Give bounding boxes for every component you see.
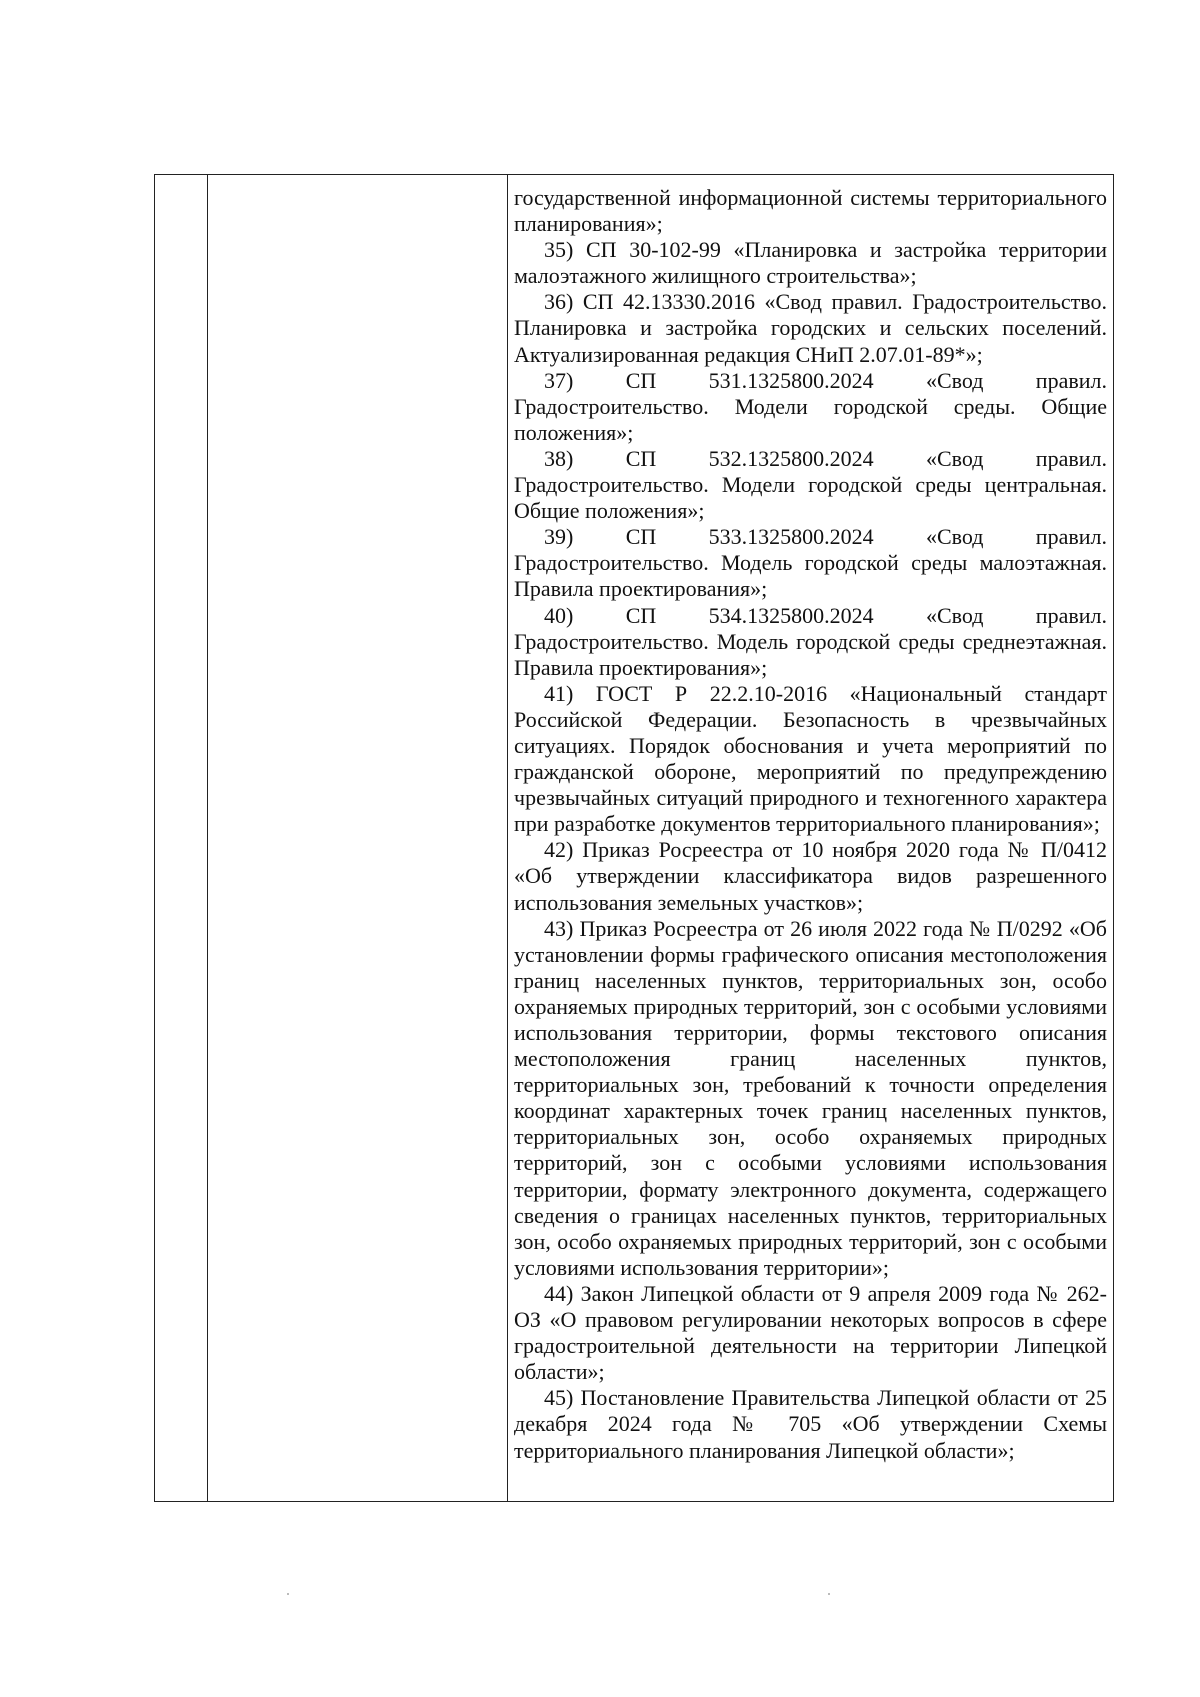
- document-item: 45) Постановление Правительства Липецкой области от 25 декабря 2024 года № 705 «Об утверждении Схемы территориального планирования Липецкой области»;: [514, 1385, 1107, 1463]
- document-item: 44) Закон Липецкой области от 9 апреля 2009 года № 262-ОЗ «О правовом регулировании некоторых вопросов в сфере градостроительной деятельности на территории Липецкой области»;: [514, 1280, 1107, 1385]
- name-column: [208, 175, 508, 1501]
- scan-dot: [287, 1593, 289, 1595]
- continuation-text: государственной информационной системы территориального планирования»;: [514, 185, 1107, 237]
- documents-column: [508, 175, 1113, 1501]
- document-item: 39) СП 533.1325800.2024 «Свод правил. Градостроительство. Модель городской среды малоэтажная. Правила проектирования»;: [514, 524, 1107, 602]
- document-item: 38) СП 532.1325800.2024 «Свод правил. Градостроительство. Модели городской среды центральная. Общие положения»;: [514, 445, 1107, 524]
- document-item: 43) Приказ Росреестра от 26 июля 2022 года № П/0292 «Об установлении формы графического описания местоположения границ населенных пунктов, территориальных зон, особо охраняемых природных территорий, зон с особыми условиями использования территории, формы текстового описания местоположения границ населенных пунктов, территориальных зон, требований к точности определения координат характерных точек границ населенных пунктов, территориальных зон, особо охраняемых природных территорий, зон с особыми условиями использования территории, формату электронного документа, содержащего сведения о границах населенных пунктов, территориальных зон, особо охраняемых природных территорий, зон с особыми условиями использования территории»;: [514, 915, 1107, 1280]
- document-item: 40) СП 534.1325800.2024 «Свод правил. Градостроительство. Модель городской среды среднеэтажная. Правила проектирования»;: [514, 602, 1107, 680]
- document-item: 42) Приказ Росреестра от 10 ноября 2020 года № П/0412 «Об утверждении классификатора видов разрешенного использования земельных участков»;: [514, 837, 1107, 915]
- document-item: 41) ГОСТ Р 22.2.10-2016 «Национальный стандарт Российской Федерации. Безопасность в чрезвычайных ситуациях. Порядок обоснования и учета мероприятий по гражданской обороне, мероприятий по предупреждению чрезвычайных ситуаций природного и техногенного характера при разработке документов территориального планирования»;: [514, 680, 1107, 837]
- document-item: 36) СП 42.13330.2016 «Свод правил. Градостроительство. Планировка и застройка городских и сельских поселений. Актуализированная редакция СНиП 2.07.01-89*»;: [514, 289, 1107, 367]
- document-item: 35) СП 30-102-99 «Планировка и застройка территории малоэтажного жилищного строительства»;: [514, 237, 1107, 289]
- scan-dot: [828, 1593, 830, 1595]
- document-item: 37) СП 531.1325800.2024 «Свод правил. Градостроительство. Модели городской среды. Общие положения»;: [514, 367, 1107, 445]
- number-column: [155, 175, 208, 1501]
- document-table: [154, 174, 1114, 1502]
